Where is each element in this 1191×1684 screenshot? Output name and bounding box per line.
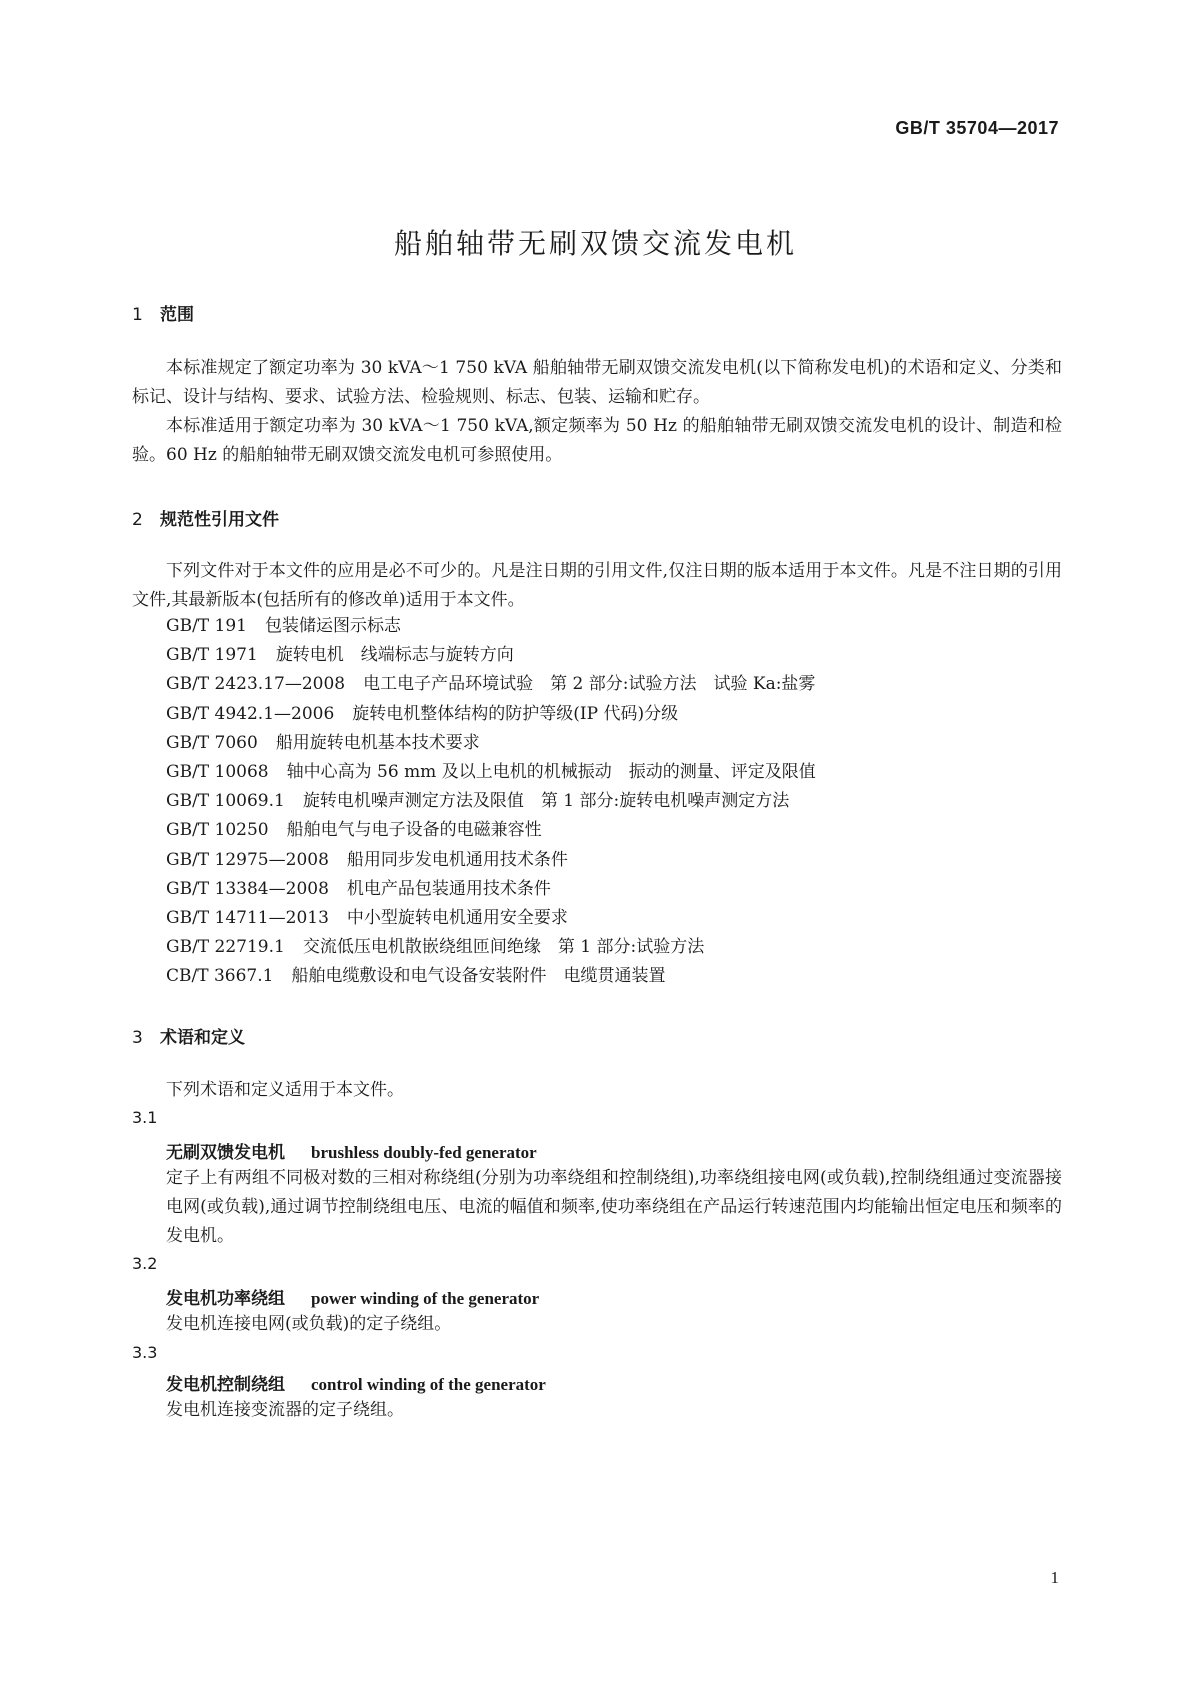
- reference-item: [166, 670, 816, 699]
- normative-references-intro: 下列文件对于本文件的应用是必不可少的。凡是注日期的引用文件,仅注日期的版本适用于本文件。凡是不注日期的引用文件,其最新版本(包括所有的修改单)适用于本文件。: [132, 561, 1062, 610]
- term-definition: 发电机连接变流器的定子绕组。: [166, 1400, 404, 1420]
- reference-title: 船舶电气与电子设备的电磁兼容性: [286, 820, 542, 841]
- reference-code: GB/T 12975—2008: [166, 849, 329, 870]
- reference-item: [166, 787, 816, 816]
- section-1-number: 1: [132, 305, 143, 325]
- reference-item: [166, 758, 816, 787]
- reference-code: GB/T 7060: [166, 732, 258, 753]
- reference-title: 包装储运图示标志: [265, 616, 401, 636]
- reference-code: CB/T 3667.1: [166, 966, 274, 987]
- reference-item: [166, 904, 816, 933]
- reference-title: 船舶电缆敷设和电气设备安装附件 电缆贯通装置: [291, 966, 666, 987]
- reference-title: 轴中心高为 56 mm 及以上电机的机械振动 振动的测量、评定及限值: [286, 761, 816, 782]
- reference-title: 机电产品包装通用技术条件: [346, 878, 551, 899]
- reference-item: [166, 641, 816, 670]
- term-name-en: power winding of the generator: [311, 1289, 540, 1308]
- reference-title: 船用同步发电机通用技术条件: [346, 849, 568, 870]
- section-2-heading: [132, 505, 279, 530]
- reference-item: [166, 729, 816, 758]
- term-name-zh: 发电机功率绕组: [166, 1289, 285, 1309]
- page-number: 1: [1050, 1568, 1059, 1587]
- reference-list: [166, 612, 816, 991]
- term-number: 3.3: [132, 1343, 158, 1362]
- reference-title: 旋转电机整体结构的防护等级(IP 代码)分级: [352, 703, 679, 724]
- section-3-title: 术语和定义: [160, 1028, 245, 1048]
- reference-code: GB/T 2423.17—2008: [166, 674, 346, 695]
- term-number: 3.1: [132, 1108, 158, 1127]
- reference-item: [166, 962, 816, 991]
- reference-code: GB/T 1971: [166, 645, 258, 666]
- terms-intro: 下列术语和定义适用于本文件。: [166, 1080, 404, 1100]
- reference-code: GB/T 10069.1: [166, 791, 285, 812]
- reference-title: 旋转电机噪声测定方法及限值 第 1 部分:旋转电机噪声测定方法: [302, 791, 790, 812]
- term-definition-text: 定子上有两组不同极对数的三相对称绕组(分别为功率绕组和控制绕组),功率绕组接电网(或负载),控制绕组通过变流器接电网(或负载),通过调节控制绕组电压、电流的幅值和频率,使功率绕组在产品运行转速范围内均能输出恒定电压和频率的发电机。: [166, 1168, 1062, 1246]
- standard-number: GB/T 35704—2017: [895, 118, 1059, 138]
- reference-title: 旋转电机 线端标志与旋转方向: [275, 645, 514, 666]
- reference-code: GB/T 4942.1—2006: [166, 703, 335, 724]
- reference-code: GB/T 22719.1: [166, 937, 285, 958]
- section-2-number: 2: [132, 510, 143, 530]
- reference-code: GB/T 13384—2008: [166, 878, 329, 899]
- reference-title: 电工电子产品环境试验 第 2 部分:试验方法 试验 Ka:盐雾: [363, 674, 816, 695]
- term-name-zh: 无刷双馈发电机: [166, 1143, 285, 1163]
- term-heading: [166, 1284, 539, 1309]
- reference-item: [166, 612, 816, 641]
- document-title: 船舶轴带无刷双馈交流发电机: [393, 227, 797, 260]
- reference-code: GB/T 14711—2013: [166, 907, 329, 928]
- term-name-zh: 发电机控制绕组: [166, 1375, 285, 1395]
- section-3-number: 3: [132, 1028, 143, 1048]
- reference-item: [166, 933, 816, 962]
- term-heading: [166, 1138, 537, 1163]
- term-name-en: brushless doubly-fed generator: [311, 1143, 537, 1162]
- scope-paragraph-1: 本标准规定了额定功率为 30 kVA～1 750 kVA 船舶轴带无刷双馈交流发电机(以下简称发电机)的术语和定义、分类和标记、设计与结构、要求、试验方法、检验规则、标志、包装、运输和贮存。: [132, 358, 1062, 407]
- reference-title: 中小型旋转电机通用安全要求: [346, 907, 568, 928]
- reference-code: GB/T 191: [166, 616, 247, 636]
- term-name-en: control winding of the generator: [311, 1375, 546, 1394]
- section-1-heading: [132, 300, 194, 325]
- reference-item: [166, 846, 816, 875]
- section-2-title: 规范性引用文件: [160, 510, 279, 530]
- reference-item: [166, 875, 816, 904]
- reference-item: [166, 816, 816, 845]
- reference-title: 船用旋转电机基本技术要求: [275, 732, 480, 753]
- term-number: 3.2: [132, 1254, 158, 1273]
- reference-title: 交流低压电机散嵌绕组匝间绝缘 第 1 部分:试验方法: [302, 937, 705, 958]
- term-definition: [132, 1164, 1062, 1251]
- section-1-title: 范围: [160, 305, 194, 325]
- term-definition: 发电机连接电网(或负载)的定子绕组。: [166, 1314, 452, 1334]
- term-heading: [166, 1370, 546, 1395]
- reference-code: GB/T 10250: [166, 820, 269, 841]
- reference-code: GB/T 10068: [166, 761, 269, 782]
- section-3-heading: [132, 1023, 245, 1048]
- reference-item: [166, 700, 816, 729]
- scope-paragraph-2: 本标准适用于额定功率为 30 kVA～1 750 kVA,额定频率为 50 Hz 的船舶轴带无刷双馈交流发电机的设计、制造和检验。60 Hz 的船舶轴带无刷双馈交流发电机可参照使用。: [132, 416, 1062, 465]
